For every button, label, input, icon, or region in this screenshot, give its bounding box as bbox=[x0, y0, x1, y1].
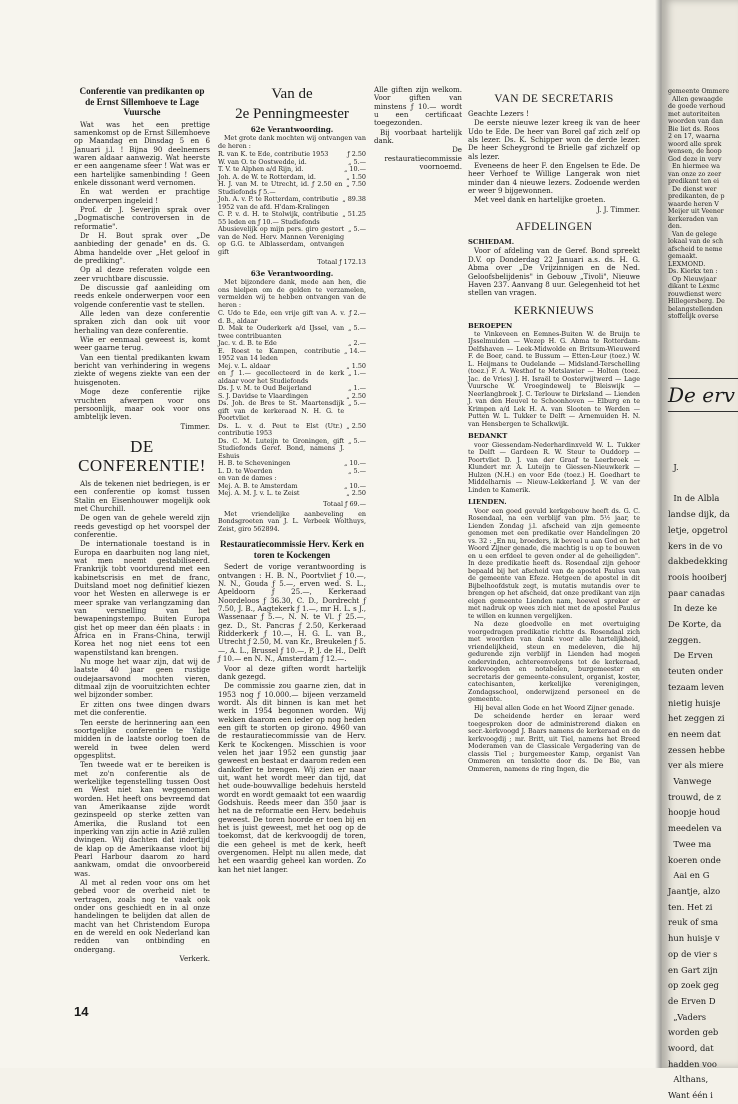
text-line: ver als miere bbox=[668, 760, 724, 771]
text-line: letje, opgetrol bbox=[668, 524, 728, 535]
text-line: landse dijk, da bbox=[668, 509, 730, 520]
text-line: belangstellenden bbox=[668, 305, 723, 313]
donation-amount: „ 51.25 bbox=[342, 210, 366, 219]
text-line: de Erven D bbox=[668, 995, 716, 1006]
donation-row bbox=[218, 400, 366, 423]
article-heading-secretaris: VAN DE SECRETARIS bbox=[494, 93, 614, 105]
paragraph: Alle giften zijn welkom. Voor giften van minstens ƒ 10.— wordt u een certificaat toegezonden. bbox=[374, 85, 462, 128]
text-line: rouwdienst werc bbox=[668, 290, 722, 298]
paragraph: Dr H. Bout sprak over „De aanbieding der genade" en ds. G. Abma handelde over „Het geloof in de prediking". bbox=[74, 230, 210, 265]
donor-text: en ƒ 1.— gecollecteerd in de kerk aldaar voor het Studiefonds bbox=[218, 369, 345, 385]
text-line: waarde heren V bbox=[668, 200, 719, 208]
donation-row bbox=[218, 196, 366, 211]
paragraph: De eerste nieuwe lezer kreeg ik van de heer Udo te Ede. De heer van Borel gaf zich zelf op als lezer. Ds. K. Schipper won de derde lezer. De heer Scheygrond te Brielle gaf zichzelf op als lezer. bbox=[468, 118, 640, 161]
text-line: hadden voo bbox=[668, 1058, 717, 1069]
donor-text: en van de dames : bbox=[218, 474, 277, 483]
total-63: Totaal ƒ 69.— bbox=[323, 499, 366, 508]
paragraph: De scheidende herder en leraar werd toegesproken door de administrerend diaken en secr.-kerkvoogd J. Baars namens de kerkeraad en de kerkvoogdij ; mr. Britt, uit Tiel, namens het Breed Moderamen van de Classicale Vergadering van de classis Tiel ; burgemeester Kamp, organist Van Ommeren en tenslotte door ds. De Bie, van Ommeren, namens de ring Ingen, die bbox=[468, 712, 640, 773]
text-line: God deze in verv bbox=[668, 155, 722, 163]
paragraph: Hij beval allen Gode en het Woord Zijner genade. bbox=[474, 703, 635, 712]
text-line: Allen gewaagde bbox=[668, 95, 723, 103]
donation-amount: „ 7.50 bbox=[346, 180, 366, 189]
paragraph: Op al deze referaten volgde een zeer vruchtbare discussie. bbox=[74, 265, 210, 283]
paragraph: Voor een goed gevuld kerkgebouw heeft ds. G. C. Rosendaal, na een verblijf van plm. 5½ jaar, te Lienden Zondag j.l. afscheid van zijn gemeente genomen met een predikatie over Handelingen 20 vs. 32 : „En nu, broeders, ik beveel u aan God en het Woord Zijner genade, die machtig is u op te bouwen en u een erfdeel te geven onder al de geheiligden". In deze predikatie heeft ds. Rosendaal zijn gehoor bepaald bij het afscheid van de apostel Paulus van de gemeente van Efeze. Hetgeen de apostel in dit Bijbelhoofdstuk zegt, is mutatis mutandis over te brengen op het afscheid, dat onze predikant van zijn eigen gemeente Lienden nam, hoewel spreker er met nadruk op wees zich niet met de apostel Paulus te willen en kunnen vergelijken. bbox=[468, 506, 640, 620]
paragraph: Sedert de vorige verantwoording is ontvangen : H. B. N., Poortvliet ƒ 10.—, N. N., Gouda ƒ 5.—, erven wed. S. L., Apeldoorn ƒ 25.—, Kerkeraad Noordeloos ƒ 36.30, C. D., Dordrecht ƒ 7.50, J. B., Aagtekerk ƒ 1.—, mr H. L. s J., Wassenaar ƒ 5.—, N. N. te Vl. ƒ 25.—, gez. D., St. Pancras ƒ 2.50, Kerkeraad Ridderkerk ƒ 10.—, H. G. L. van B., Utrecht ƒ 2.50, M. van Kr., Breukelen ƒ 5.—, A. L., Brussel ƒ 10.—, P. J. de H., Delft ƒ 10.— en N. N., Amsterdam ƒ 12.—. bbox=[218, 562, 366, 664]
donor-text: Ds. C. M. Luteijn te Groningen, gift Studiefonds Geref. Bond, namens J. Eshuis bbox=[218, 436, 345, 460]
text-line: Op Nieuwjaar bbox=[668, 275, 717, 283]
donation-amount: „ 10.— bbox=[344, 481, 366, 490]
text-line: Aai en G bbox=[668, 870, 710, 881]
donor-text: S. J. Davidse te Vlaardingen bbox=[218, 391, 309, 400]
text-line: Vanwege bbox=[668, 776, 712, 787]
text-line: gemeente Ommere bbox=[668, 88, 730, 95]
donation-amount: „ 2.— bbox=[348, 339, 366, 348]
donation-list-63 bbox=[218, 310, 366, 498]
text-line: hun huisje v bbox=[668, 933, 720, 944]
text-line: met autoriteiten bbox=[668, 110, 720, 118]
article-heading-afdelingen: AFDELINGEN bbox=[515, 221, 593, 234]
paragraph: Ten eerste de herinnering aan een soortgelijke conferentie te Yalta midden in de laatste oorlog toen de wereld in twee delen werd opgesplitst. bbox=[74, 717, 210, 760]
donor-text: Joh. A. v. P. te Rotterdam, contributie 1952 van de afd. H'dam-Kralingen bbox=[218, 195, 339, 211]
text-line: 2 en 17, waarna bbox=[668, 133, 720, 140]
text-line: zessen hebbe bbox=[668, 744, 726, 755]
donation-row bbox=[218, 370, 366, 385]
paragraph: Met veel dank en hartelijke groeten. bbox=[474, 195, 606, 205]
text-line: „Vaders bbox=[668, 1011, 707, 1022]
intro-text: Met bijzondere dank, mede aan hen, die ons hielpen om de gelden te verzamelen, vermelden wij te hebben ontvangen van de heren : bbox=[218, 278, 366, 309]
text-line: op de vier s bbox=[668, 948, 718, 959]
article-body-de-conferentie bbox=[74, 480, 210, 964]
paragraph: Al met al reden voor ons om het gebed voor de overheid niet te vertragen, zoals nog te vaak ook onder ons geschiedt en in al onze handelingen te belijden dat allen de macht van het Christendom Europa en de wereld en ook Nederland kan redden van ontbinding en ondergang. bbox=[74, 878, 210, 954]
donor-text: Ds. L. v. d. Peut te Elst (Utr.) contributie 1953 bbox=[218, 421, 343, 438]
donation-amount: „ 89.38 bbox=[342, 195, 366, 204]
donation-amount: ƒ 2.— bbox=[349, 309, 366, 318]
paragraph: te Vinkeveen en Eemnes-Buiten W. de Bruijn te IJsselmuiden — Wezep H. G. Abma te Rotterdam-Delfshaven — Leek-Midwolde en Britsum-Wieuwerd F. de Boer, cand. te Bussum — Etten-Leur (toez.) W. L. Heijmans te Oudelande — Midsland-Terschelling (toez.) F. A. Westhof te Metslawier — Holten (toez. Jac. de Vries) J. H. Israël te Oosterwijtwerd — Lage Vuursche W. Vroegindewelj te Bleiswijk — Neerlangbroek J. C. Terlouw te Dirksland — Lienden J. van den Heuvel te Schoonhoven — Elburg en te Krimpen a/d Lek H. A. van Slooten te Werden — Putten W. L. Tukker te Delft — Arnemuiden H. N. van Hensbergen te Schalkwijk. bbox=[468, 329, 640, 428]
paragraph: Prof. dr J. Severijn sprak over „Dogmatische controversen in de reformatie". bbox=[74, 204, 210, 231]
place-heading: LIENDEN. bbox=[468, 498, 507, 507]
text-line: predikant ten ei bbox=[668, 178, 720, 185]
donation-amount: „ 1.— bbox=[348, 384, 366, 393]
text-line: J. bbox=[668, 462, 679, 472]
text-line: kerkeraden van bbox=[668, 215, 719, 223]
text-line: trouwd, de z bbox=[668, 791, 722, 802]
text-line: Althans, bbox=[668, 1074, 709, 1085]
text-line: Ds. Kierkx ten : bbox=[668, 268, 718, 275]
text-line: afscheid te neme bbox=[668, 245, 723, 253]
paragraph: Moge deze conferentie rijke vruchten afwerpen voor ons persoonlijk, maar ook voor ons ambtelijk leven. bbox=[74, 387, 210, 422]
article-body-conferentie-predikanten bbox=[74, 121, 210, 431]
donation-amount: „ 1.50 bbox=[346, 172, 366, 181]
text-line: zeggen. bbox=[668, 634, 702, 645]
donation-row bbox=[218, 438, 366, 461]
text-line: wensen, de hoop bbox=[668, 148, 722, 155]
page-number: 14 bbox=[74, 1004, 89, 1019]
donation-row bbox=[218, 310, 366, 325]
adjacent-column-text bbox=[668, 460, 738, 1104]
text-line: kers in de vo bbox=[668, 540, 723, 551]
column-conferentie bbox=[74, 86, 210, 1016]
donation-amount: „ 14.— bbox=[344, 346, 366, 355]
donor-text: H. J. van M. te Utrecht, id. ƒ 2.50 en Studiefonds ƒ 5.— bbox=[218, 180, 343, 196]
text-line: ten. Het zi bbox=[668, 901, 713, 912]
text-line: lokaal van de sch bbox=[668, 238, 724, 245]
text-line: Jaantje, alzo bbox=[668, 885, 721, 896]
donation-amount: „ 1.— bbox=[348, 369, 366, 378]
text-line: hoopje houd bbox=[668, 807, 721, 818]
text-line: de goede verhoud bbox=[668, 103, 726, 110]
donation-amount: „ 5.— bbox=[348, 157, 366, 166]
donation-amount: „ 10.— bbox=[344, 165, 366, 174]
text-line: van onze zo zeer bbox=[668, 170, 722, 178]
text-line: En hiermee wa bbox=[668, 163, 721, 170]
donor-text: Mej. v. L. aldaar bbox=[218, 361, 271, 370]
text-line: Hillegersberg. De bbox=[668, 298, 725, 305]
text-line bbox=[668, 476, 738, 492]
text-line: De Korte, da bbox=[668, 619, 722, 630]
donor-text: Ds. Joh. de Bres te St. Maartensdijk gift van de kerkeraad N. H. G. te Poortvliet bbox=[218, 399, 345, 423]
paragraph: Wat was het een prettige samenkomst op de Ernst Sillemhoeve op Maandag en Dinsdag 5 en 6 Januari j.l. ! Bijna 90 deelnemers waren aldaar aanwezig. Wat heerste er een aangename sfeer ! Wat was er een hartelijke samenbinding ! Geen enkele dissonant werd vernomen. bbox=[74, 119, 210, 187]
intro-text: Met grote dank mochten wij ontvangen van de heren : bbox=[218, 134, 366, 150]
paragraph: Eveneens de heer F. den Engelsen te Ede. De heer Verhoef te Willige Langerak won niet minder dan 4 nieuwe lezers. Zodoende werden er weer 9 bijgewonnen. bbox=[468, 161, 640, 196]
article-heading-van-de: Van de bbox=[271, 86, 313, 102]
subheading-63e: 63e Verantwoording. bbox=[250, 268, 334, 278]
text-line: dikant te Lexmc bbox=[668, 283, 720, 290]
donation-amount: „ 2.50 bbox=[346, 391, 366, 400]
donation-list-62 bbox=[218, 151, 366, 256]
paragraph: De discussie gaf aanleiding om reeds enkele onderwerpen voor een volgende conferentie vast te stellen. bbox=[74, 283, 210, 309]
place-heading: BEDANKT bbox=[468, 432, 508, 441]
donation-row bbox=[218, 325, 366, 340]
total-62: Totaal ƒ 172.13 bbox=[317, 258, 366, 267]
signature: J. J. Timmer. bbox=[596, 204, 640, 214]
column-penningmeester bbox=[218, 86, 366, 1016]
donor-text: D. Mak te Ouderkerk a/d IJssel, van twee contribuanten bbox=[218, 324, 345, 340]
paragraph: De ogen van de gehele wereld zijn reeds gevestigd op het voorspel der conferentie. bbox=[74, 513, 210, 539]
donor-text: Ds. J. v. M. te Oud Beijerland bbox=[218, 384, 312, 393]
text-line: en Gart zijn bbox=[668, 964, 718, 975]
text-line: De dienst wer bbox=[668, 185, 717, 193]
donation-amount: „ 5.— bbox=[348, 399, 366, 408]
text-line: woord alle sprek bbox=[668, 140, 722, 148]
subheading-62e: 62e Verantwoording. bbox=[250, 125, 334, 134]
text-line: Bie liet ds. Roos bbox=[668, 125, 720, 133]
text-line: koeren onde bbox=[668, 854, 721, 865]
text-line: paar canadas bbox=[668, 587, 725, 598]
column-secretaris-kerknieuws bbox=[468, 86, 640, 1016]
donation-amount: „ 1.50 bbox=[346, 361, 366, 370]
salutation: Geachte Lezers ! bbox=[468, 109, 529, 118]
donation-amount: „ 2.50 bbox=[346, 489, 366, 498]
text-line: Meijer uit Veener bbox=[668, 208, 724, 215]
donor-text: W. van O. te Oostwedde, id. bbox=[218, 157, 307, 166]
text-line: en neem dat bbox=[668, 728, 721, 739]
text-line: tezaam leven bbox=[668, 681, 725, 692]
text-line: predikanten, de p bbox=[668, 193, 725, 200]
signature: De restauratiecommissie voornoemd. bbox=[384, 145, 462, 172]
text-line: worden geb bbox=[668, 1027, 719, 1038]
donor-text: H. B. te Scheveningen bbox=[218, 459, 291, 468]
article-heading-conferentie-predikanten: Conferentie van predikanten op de Ernst Sillemhoeve te Lage Vuursche bbox=[79, 86, 205, 117]
text-line: LEXMOND. bbox=[668, 260, 706, 268]
donor-text: Mej. A. B. te Amsterdam bbox=[218, 481, 298, 490]
paragraph: Nu moge het waar zijn, dat wij de laatste 40 jaar geen rustige oudejaarsavond mochten vieren, ditmaal zijn de vooruitzichten echter wel bijzonder somber. bbox=[74, 657, 210, 700]
paragraph: Alle leden van deze conferentie spraken zich dan ook uit voor herhaling van deze conferentie. bbox=[74, 309, 210, 335]
signature: Timmer. bbox=[180, 421, 210, 431]
paragraph: Bij voorbaat hartelijk dank. bbox=[374, 127, 462, 146]
donor-text: C. Udo te Ede, een vrije gift van A. v. d. B., aldaar bbox=[218, 309, 346, 325]
text-line: In deze ke bbox=[668, 603, 718, 614]
text-line: woorden van dan bbox=[668, 118, 724, 125]
donor-text: Joh. A. de W. te Rotterdam, id. bbox=[218, 172, 316, 181]
donation-amount: „ 5.— bbox=[348, 466, 366, 475]
adjacent-heading-script: De erv bbox=[668, 378, 738, 412]
donation-amount: „ 5.— bbox=[348, 436, 366, 445]
text-line: het zeggen zi bbox=[668, 713, 725, 724]
paragraph: Wie er eenmaal geweest is, komt weer gaarne terug. bbox=[74, 335, 210, 353]
place-heading: BEROEPEN bbox=[468, 321, 513, 330]
text-line: stoffelijk overse bbox=[668, 313, 719, 320]
article-heading-de-conferentie: DE CONFERENTIE! bbox=[78, 436, 206, 475]
donor-text: E. Roest te Kampen, contributie 1952 van 14 leden bbox=[218, 346, 341, 363]
paragraph: voor Giessendam-Nederhardinxveld W. L. Tukker te Delft — Gardeen R. W. Steur te Ouddorp — Poortvliet D. J. van der Graaf te Leerbroek — Klundert mr. A. Luteijn te Giessen-Nieuwkerk — Hulzen (N.H.) en voor Ede (toez.) H. Goedhart te Middelharnis — Nieuw-Lekkerland J. W. van der Linden te Kamerik. bbox=[468, 440, 640, 494]
donation-row bbox=[218, 181, 366, 196]
text-line: dakbedekking bbox=[668, 556, 728, 567]
paragraph: Na deze gloedvolle en met overtuiging voorgedragen predikatie richtte ds. Rosendaal zich met woorden van dank voor alle hartelijkheid, vriendelijkheid, steun en medeleven, die hij gedurende zijn verblijf in Lienden had mogen ondervinden, achtereenvolgens tot de kerkeraad, kerkvoogden en notabelen, burgemeester en secretaris der gemeente-consulent, organist, koster, catechisanten, kerkelijke verenigingen, Zondagsschool, onderwijzend personeel en de gemeente. bbox=[468, 620, 640, 704]
donation-row bbox=[218, 423, 366, 438]
article-heading-penningmeester: 2e Penningmeester bbox=[235, 106, 349, 122]
text-line: op zoek geg bbox=[668, 980, 719, 991]
place-heading: SCHIEDAM. bbox=[468, 238, 515, 247]
donation-row bbox=[218, 226, 366, 256]
donor-text: Mej. A. M. J. v. L. te Zeist bbox=[218, 489, 300, 498]
text-line: Twee ma bbox=[668, 838, 712, 849]
signature: Verkerk. bbox=[179, 954, 210, 964]
adjacent-column-text bbox=[668, 88, 738, 321]
text-line: reuk of sma bbox=[668, 917, 719, 928]
paragraph: De internationale toestand is in Europa en daarbuiten nog lang niet, wat men noemt gestabiliseerd. Frankrijk tobt voortdurend met een kabinetscrisis en met de franc, Duitsland moet nog definitief kiezen voor het Westen en allerwege is er meer sprake van verlangzaming dan van versnelling van het bewapeningstempo. Buiten Europa gist het op meer dan één plaats : in Africa en in Frans-China, terwijl Korea het nog niet eens tot een wapenstilstand kan brengen. bbox=[74, 539, 210, 657]
donation-amount: ƒ 2.50 bbox=[347, 150, 366, 159]
donation-amount: „ 2.50 bbox=[346, 421, 366, 430]
donation-row bbox=[218, 348, 366, 363]
text-line: roois hooiberj bbox=[668, 571, 727, 582]
closing-text: Met vriendelijke aanbeveling en Bondsgroeten van J. L. Verbeek Wolthuys, Zeist, giro 562894. bbox=[218, 509, 366, 533]
column-continuation bbox=[374, 86, 462, 1016]
paragraph: Als de tekenen niet bedriegen, is er een conferentie op komst tussen Stalin en Eisenhouwer mogelijk ook met Churchill. bbox=[74, 478, 210, 513]
article-heading-restauratiecommissie: Restauratiecommissie Herv. Kerk en toren te Kockengen bbox=[220, 539, 364, 560]
paragraph: Voor al deze giften wordt hartelijk dank gezegd. bbox=[218, 663, 366, 681]
donation-row bbox=[218, 490, 366, 498]
text-line: teuten onder bbox=[668, 666, 723, 677]
text-line: Van de gelege bbox=[668, 230, 717, 238]
donation-amount: „ 10.— bbox=[344, 459, 366, 468]
paragraph: En wat werden er prachtige onderwerpen ingeleid ! bbox=[74, 187, 210, 205]
text-line: In de Albla bbox=[668, 493, 720, 504]
paragraph: De commissie zou gaarne zien, dat in 1953 nog ƒ 10.000.— bijeen verzameld wordt. Als dit binnen is kan met het werk in 1954 begonnen worden. Wij wekken daarom een ieder op nog heden een gift te storten op girono. 4960 van de restauratiecommissie van de Herv. Kerk te Kockengen. Misschien is voor velen het jaar 1952 een gunstig jaar geweest en bestaat er daarom reden een dankoffer te brengen. Wij zien er naar uit, want het wordt meer dan tijd, dat het oude-bouwvallige bedehuis hersteld wordt en wordt gemaakt tot een waardig Godshuis. Reeds meer dan 350 jaar is het na de reformatie een Herv. bedehuis geweest. De toren hoorde er toen bij en het is juist geweest, met het oog op de toekomst, dat de kerkvoogdij de toren, die een geheel is met de kerk, heeft overgenomen. Helpt nu allen mede, dat het een waardig geheel kan worden. Zo kan het niet langer. bbox=[218, 681, 366, 874]
paragraph: Ten tweede wat er te bereiken is met zo'n conferentie als de werkelijke tegenstelling tussen Oost en West niet kan weggenomen worden. Het heeft ons bevreemd dat van Amerikaanse zijde wordt gezinspeeld op sterke zetten van Amerika, die Rusland tot een inperking van zijn actie in Azië zullen dwingen. Wij dachten dat indertijd de klap op de Amerikaanse vloot bij Pearl Harbour daarom zo hard aankwam, omdat die onvoorbereid was. bbox=[74, 760, 210, 878]
text-line: Want één i bbox=[668, 1090, 713, 1101]
text-line: den. bbox=[668, 223, 682, 230]
text-line: nietig huisje bbox=[668, 697, 721, 708]
donation-amount: „ 5.— bbox=[348, 324, 366, 333]
donor-text: T. V. te Alphen a/d Rijn, id. bbox=[218, 165, 304, 174]
donation-amount: „ 5.— bbox=[348, 225, 366, 234]
donor-text: R. van K. te Ede, contributie 1953 bbox=[218, 150, 329, 159]
text-line: woord, dat bbox=[668, 1043, 714, 1054]
donor-text: Jac. v. d. B. te Ede bbox=[218, 339, 277, 348]
article-heading-kerknieuws: KERKNIEUWS bbox=[513, 304, 595, 317]
donor-text: L. D. te Woerden bbox=[218, 466, 273, 475]
paragraph: Voor of afdeling van de Geref. Bond spreekt D.V. op Donderdag 22 Januari a.s. ds. H. G. Abma over „De Vrijzinnigen en de Ned. Geloofsbelijdenis" in Gebouw „Tivoli", Nieuwe Haven 237. Aanvang 8 uur. Gelegenheid tot het stellen van vragen. bbox=[468, 246, 640, 298]
text-line: meedelen va bbox=[668, 823, 722, 834]
paragraph: Van een tiental predikanten kwam bericht van verhindering in wegens ziekte of wegens ziekte van een der huisgenoten. bbox=[74, 352, 210, 387]
donor-text: C. P. v. d. H. te Stolwijk, contributie 55 leden en ƒ 10.— Studiefonds bbox=[218, 210, 339, 226]
text-line: gemaakt. bbox=[668, 253, 698, 260]
text-line: De Erven bbox=[668, 650, 713, 661]
paragraph: Er zitten ons twee dingen dwars met die conferentie. bbox=[74, 699, 210, 718]
donation-row bbox=[218, 211, 366, 226]
donor-text: Abusievelijk op mijn pers. giro gestort van de Ned. Herv. Mannen Vereniging op G.G. te Alblasserdam, ontvangen gift bbox=[218, 225, 345, 256]
